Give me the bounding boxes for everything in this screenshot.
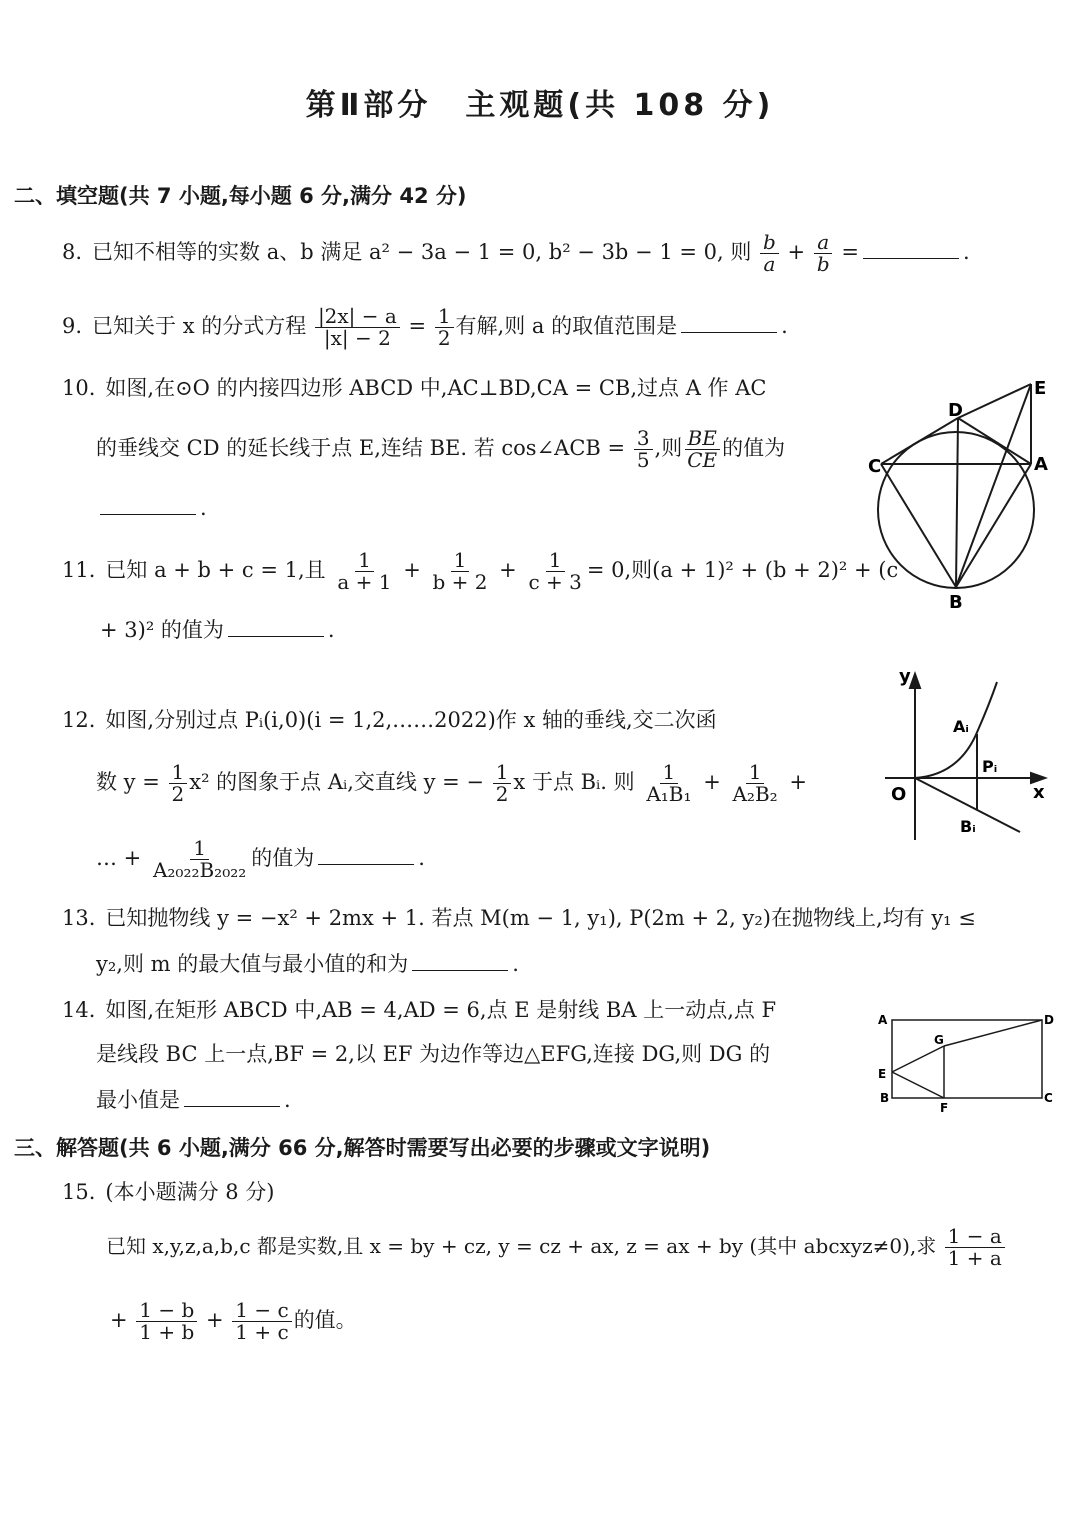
fraction: $\frac{1}{\text{A₁B₁}}$	[646, 760, 692, 806]
question-number: 11.	[62, 558, 96, 582]
point-label-g: G	[934, 1033, 944, 1047]
axis-label-y: y	[899, 666, 911, 687]
question-12-line-2: 数 y = $\frac{1}{2}$ x² 的图象于点 Aᵢ,交直线 y = − $\frac{1}{2}$ x 于点 Bᵢ. 则 $\frac{1}{\text{A₁B₁}}$ + $\frac{1}{\text{A₂B₂}}$ +	[96, 760, 807, 806]
fraction: $\frac{1}{2}$	[493, 762, 512, 805]
fraction: $\frac{1}{a + 1}$	[337, 548, 392, 594]
question-number: 9.	[62, 314, 83, 338]
question-number: 10.	[62, 376, 96, 400]
fraction: $\frac{1}{b + 2}$	[432, 548, 488, 594]
fraction: $\frac{1}{2}$	[169, 762, 188, 805]
answer-blank[interactable]	[184, 1106, 280, 1107]
section-answer-heading: 三、解答题(共 6 小题,满分 66 分,解答时需要写出必要的步骤或文字说明)	[14, 1136, 711, 1160]
question-15-line-1: 已知 x,y,z,a,b,c 都是实数,且 x = by + cz, y = cz + ax, z = ax + by (其中 abcxyz≠0),求 $\frac{1 - a}{1 + a}$	[106, 1226, 1007, 1269]
origin-label: O	[891, 784, 907, 805]
question-12-line-3: … + $\frac{1}{\text{A₂₀₂₂B₂₀₂₂}}$ 的值为 .	[96, 836, 425, 882]
question-15-header: 15. (本小题满分 8 分)	[62, 1180, 275, 1204]
fraction: $\frac{1}{\text{A₂B₂}}$	[732, 760, 778, 806]
question-number: 12.	[62, 708, 96, 732]
figure-circle-quadrilateral	[868, 372, 1078, 622]
question-10-line-2: 的垂线交 CD 的延长线于点 E,连结 BE. 若 cos∠ACB = $\frac{3}{5}$ ,则 $\frac{BE}{CE}$ 的值为	[96, 426, 786, 472]
page-title: 第Ⅱ部分 主观题(共 108 分)	[305, 88, 775, 123]
question-10-line-3: .	[96, 496, 207, 521]
point-label-a: A	[878, 1013, 888, 1027]
question-15-line-2: + $\frac{1 - b}{1 + b}$ + $\frac{1 - c}{1 + c}$ 的值。	[110, 1298, 357, 1344]
point-label-ai: Aᵢ	[953, 717, 969, 736]
fraction: $\frac{1 - c}{1 + c}$	[232, 1300, 291, 1343]
answer-blank[interactable]	[228, 636, 324, 637]
answer-blank[interactable]	[412, 970, 508, 971]
point-label-b: B	[880, 1091, 890, 1105]
question-13-line-1: 13. 已知抛物线 y = −x² + 2mx + 1. 若点 M(m − 1, y₁), P(2m + 2, y₂)在抛物线上,均有 y₁ ≤	[62, 906, 976, 930]
fraction: $\frac{|2x| - a}{|x| - 2}$	[315, 306, 400, 349]
figure-rectangle-triangle	[874, 1006, 1064, 1118]
point-label-d: D	[948, 400, 963, 421]
question-14-line-2: 是线段 BC 上一点,BF = 2,以 EF 为边作等边△EFG,连接 DG,则 DG 的	[96, 1042, 771, 1066]
question-11-line-2: + 3)² 的值为 .	[100, 618, 335, 642]
point-label-b: B	[949, 592, 963, 613]
answer-blank[interactable]	[681, 332, 777, 333]
fraction: $\frac{BE}{CE}$	[684, 428, 720, 471]
answer-blank[interactable]	[318, 864, 414, 865]
fraction: $\frac{1}{\text{A₂₀₂₂B₂₀₂₂}}$	[152, 836, 247, 882]
axis-label-x: x	[1033, 782, 1045, 803]
point-label-pi: Pᵢ	[982, 757, 998, 776]
question-number: 15.	[62, 1180, 96, 1204]
question-8: 8. 已知不相等的实数 a、b 满足 a² − 3a − 1 = 0, b² − 3b − 1 = 0, 则 $\frac{b}{a}$ + $\frac{a}{b}$ = .	[62, 230, 970, 276]
question-14-line-1: 14. 如图,在矩形 ABCD 中,AB = 4,AD = 6,点 E 是射线 BA 上一动点,点 F	[62, 998, 777, 1022]
fraction: $\frac{1}{c + 3}$	[528, 548, 582, 594]
fraction: $\frac{1 - b}{1 + b}$	[136, 1300, 197, 1343]
fraction: $\frac{b}{a}$	[760, 232, 779, 275]
question-10-line-1: 10. 如图,在⊙O 的内接四边形 ABCD 中,AC⊥BD,CA = CB,过点 A 作 AC	[62, 376, 767, 400]
question-number: 13.	[62, 906, 96, 930]
point-label-a: A	[1034, 454, 1048, 475]
fraction: $\frac{3}{5}$	[634, 428, 653, 471]
answer-blank[interactable]	[863, 258, 959, 259]
point-label-e: E	[1034, 378, 1047, 399]
point-label-d: D	[1044, 1013, 1054, 1027]
point-label-bi: Bᵢ	[960, 817, 976, 836]
question-9: 9. 已知关于 x 的分式方程 $\frac{|2x| - a}{|x| - 2}$ = $\frac{1}{2}$ 有解,则 a 的取值范围是 .	[62, 304, 788, 350]
question-number: 8.	[62, 240, 83, 264]
point-label-f: F	[940, 1101, 949, 1115]
question-number: 14.	[62, 998, 96, 1022]
question-14-line-3: 最小值是 .	[96, 1088, 291, 1112]
fraction: $\frac{1}{2}$	[435, 306, 454, 349]
question-13-line-2: y₂,则 m 的最大值与最小值的和为 .	[96, 952, 519, 976]
section-fill-in-heading: 二、填空题(共 7 小题,每小题 6 分,满分 42 分)	[14, 184, 467, 208]
question-11-line-1: 11. 已知 a + b + c = 1,且 $\frac{1}{a + 1}$ + $\frac{1}{b + 2}$ + $\frac{1}{c + 3}$ = 0,则(a + 1)² + (b + 2)² + (c	[62, 548, 899, 594]
question-12-line-1: 12. 如图,分别过点 Pᵢ(i,0)(i = 1,2,……2022)作 x 轴的垂线,交二次函	[62, 708, 717, 732]
figure-parabola-line	[885, 660, 1055, 845]
fraction: $\frac{1 - a}{1 + a}$	[945, 1226, 1005, 1269]
fraction: $\frac{a}{b}$	[814, 232, 833, 275]
answer-blank[interactable]	[100, 514, 196, 515]
point-label-c: C	[1044, 1091, 1053, 1105]
point-label-c: C	[868, 456, 882, 477]
point-label-e: E	[878, 1067, 887, 1081]
